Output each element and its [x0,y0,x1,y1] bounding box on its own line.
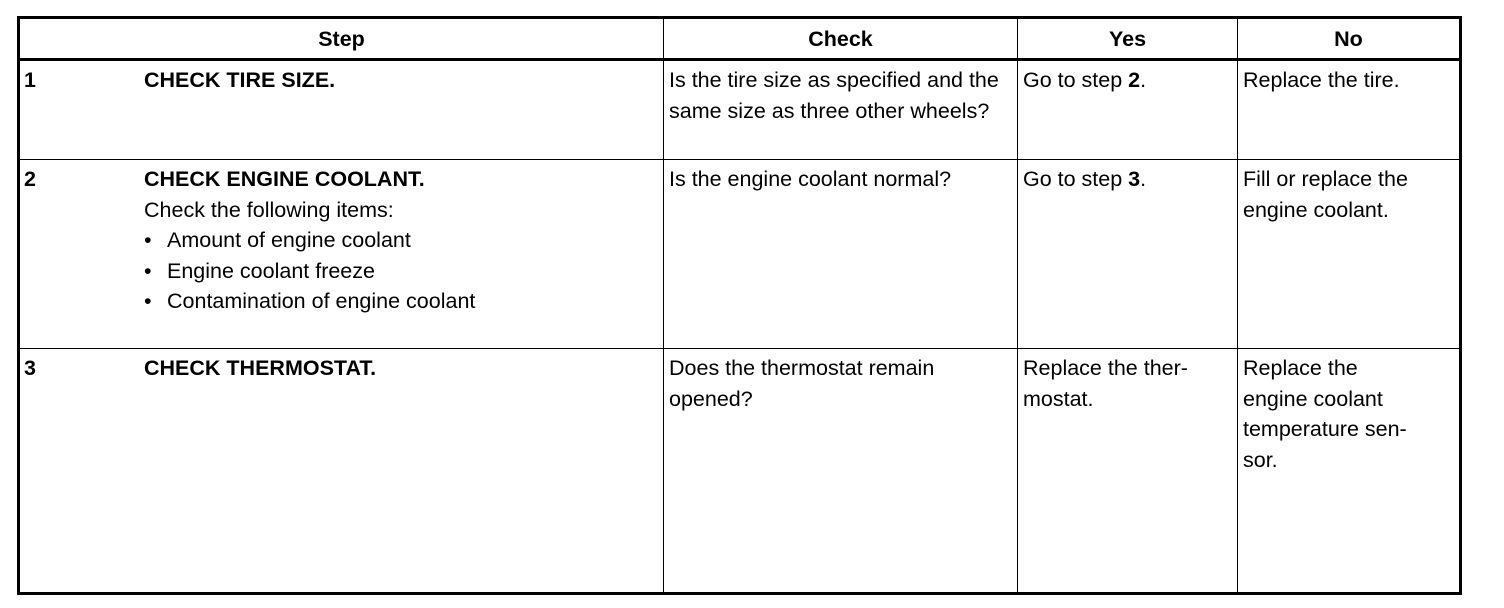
yes-cell [1018,349,1238,594]
yes-cell [1018,60,1238,160]
header-no: No [1238,18,1461,60]
no-action: Replace the tire. [1243,68,1400,92]
step-cell [19,60,664,160]
list-item: • Contamination of engine coolant [144,286,663,317]
header-row [19,18,1461,60]
check-cell [664,60,1018,160]
header-check: Check [664,18,1018,60]
no-cell [1238,349,1461,594]
yes-action: Go to step 3. [1023,167,1147,191]
yes-step-ref: 2 [1128,68,1141,92]
check-question: Is the tire size as specified and the same size as three other wheels? [669,68,999,123]
no-line: temperature sen- [1243,417,1407,441]
check-question: Is the engine coolant normal? [669,167,952,191]
list-item: • Engine coolant freeze [144,256,663,287]
no-cell [1238,60,1461,160]
step-title: CHECK ENGINE COOLANT. [144,167,425,191]
table-row [19,349,1461,594]
yes-line: Replace the ther- [1023,356,1188,380]
no-action: Fill or replace the engine coolant. [1243,167,1408,222]
step-number: 1 [24,68,36,92]
header-step: Step [19,18,664,60]
step-intro: Check the following items: [144,197,394,222]
yes-action: Go to step 2. [1023,68,1147,92]
no-action [1238,349,1459,475]
header-yes: Yes [1018,18,1238,60]
table-row [19,160,1461,349]
step-title: CHECK TIRE SIZE. [144,68,336,92]
table-row [19,60,1461,160]
no-cell [1238,160,1461,349]
yes-action [1018,349,1237,414]
yes-step-ref: 3 [1128,167,1141,191]
step-cell [19,160,664,349]
yes-cell [1018,160,1238,349]
no-line: engine coolant [1243,386,1383,411]
step-title: CHECK THERMOSTAT. [144,356,377,380]
step-number: 3 [24,356,36,380]
check-cell [664,160,1018,349]
yes-line: mostat. [1023,386,1094,411]
list-item: • Amount of engine coolant [144,225,663,256]
step-cell [19,349,664,594]
check-items-list [144,225,663,317]
check-cell [664,349,1018,594]
no-line: Replace the [1243,356,1358,380]
check-question: Does the thermostat remain opened? [669,356,935,411]
no-line: sor. [1243,447,1278,472]
diagnostic-table [17,16,1462,595]
step-number: 2 [24,167,36,191]
